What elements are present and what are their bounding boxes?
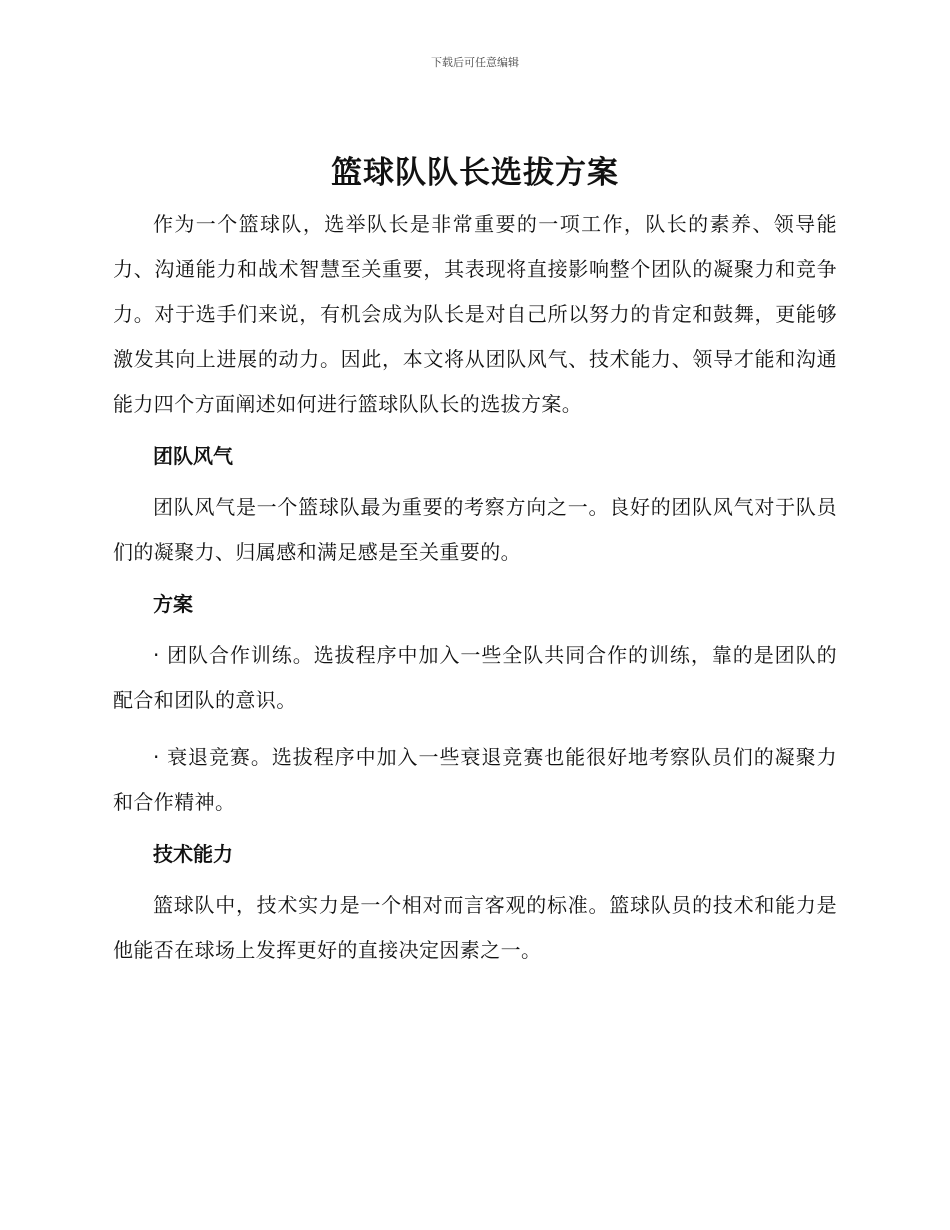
document-body xyxy=(113,148,837,973)
intro-paragraph: 作为一个篮球队，选举队长是非常重要的一项工作，队长的素养、领导能力、沟通能力和战术智慧至关重要，其表现将直接影响整个团队的凝聚力和竞争力。对于选手们来说，有机会成为队长是对自己所以努力的肯定和鼓舞，更能够激发其向上进展的动力。因此，本文将从团队风气、技术能力、领导才能和沟通能力四个方面阐述如何进行篮球队队长的选拔方案。 xyxy=(113,212,837,416)
section-heading-technical-ability: 技术能力 xyxy=(153,842,233,866)
section-heading-team-spirit: 团队风气 xyxy=(153,444,233,468)
document-title: 篮球队队长选拔方案 xyxy=(331,155,619,191)
plan-item-teamwork-training: · 团队合作训练。选拔程序中加入一些全队共同合作的训练，靠的是团队的配合和团队的意识。 xyxy=(113,643,837,712)
plan-item-elimination-contest: · 衰退竞赛。选拔程序中加入一些衰退竞赛也能很好地考察队员们的凝聚力和合作精神。 xyxy=(113,745,837,814)
section-heading-plan: 方案 xyxy=(153,592,193,616)
team-spirit-paragraph: 团队风气是一个篮球队最为重要的考察方向之一。良好的团队风气对于队员们的凝聚力、归属感和满足感是至关重要的。 xyxy=(113,495,837,564)
header-note: 下载后可任意编辑 xyxy=(431,56,519,69)
technical-ability-paragraph: 篮球队中，技术实力是一个相对而言客观的标准。篮球队员的技术和能力是他能否在球场上发挥更好的直接决定因素之一。 xyxy=(113,893,837,962)
